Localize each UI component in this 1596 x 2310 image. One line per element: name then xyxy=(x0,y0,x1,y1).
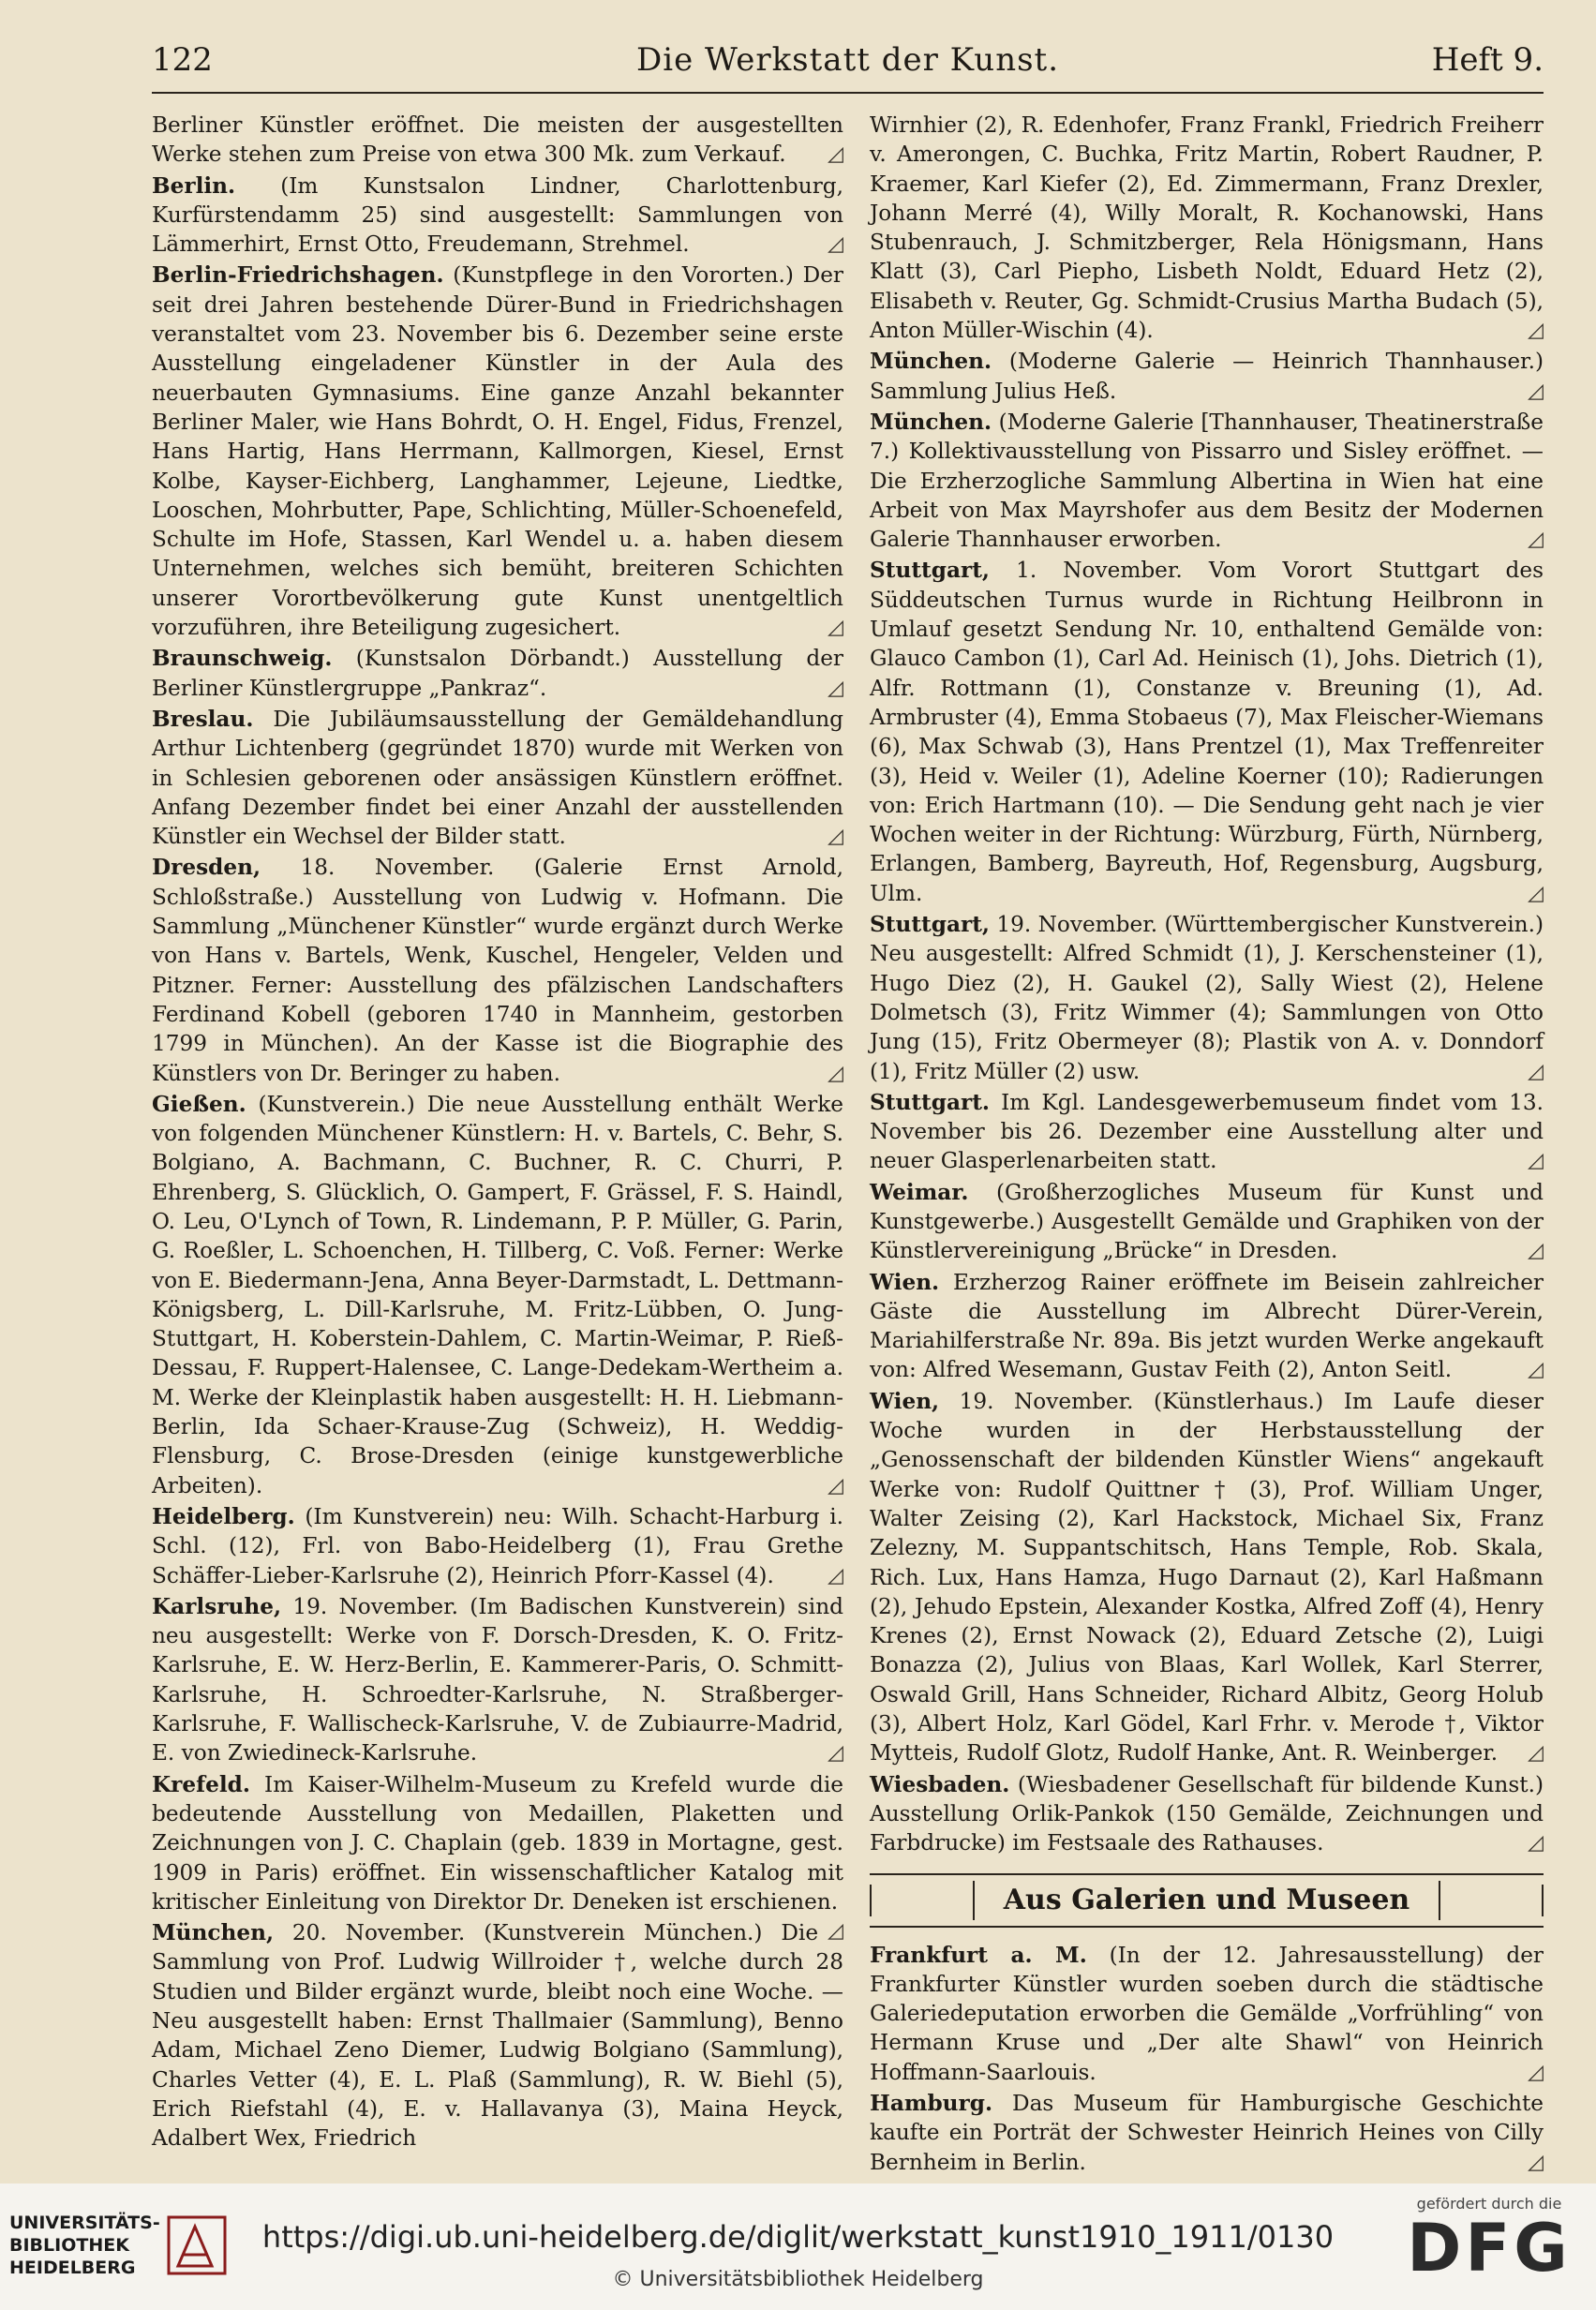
end-mark-icon: ◿ xyxy=(828,1741,843,1766)
end-mark-icon: ◿ xyxy=(828,1563,843,1587)
end-mark-icon: ◿ xyxy=(828,232,843,257)
end-mark-icon: ◿ xyxy=(1528,1831,1544,1855)
end-mark-icon: ◿ xyxy=(828,616,843,640)
end-mark-icon: ◿ xyxy=(1528,1239,1544,1263)
entry-place: Stuttgart. xyxy=(870,1089,990,1115)
end-mark-icon: ◿ xyxy=(1528,2060,1544,2084)
end-mark-icon: ◿ xyxy=(828,1061,843,1085)
news-entry: Karlsruhe, 19. November. (Im Badischen Kunstverein) sind neu ausgestellt: Werke von F. Dorsch-Dresden, K. O. Fritz-Karlsruhe, E. W. Herz-Berlin, E. Kammerer-Paris, O. Schmitt-Karlsruhe, H. Schroedter-Karlsruhe, N. Straßberger-Karlsruhe, F. Wallischeck-Karlsruhe, V. de Zubiaurre-Madrid, E. von Zwiedineck-Karlsruhe. ◿ xyxy=(152,1592,843,1768)
running-header xyxy=(152,37,1544,86)
news-entry: Berlin. (Im Kunstsalon Lindner, Charlottenburg, Kurfürstendamm 25) sind ausgestellt: Sammlungen von Lämmerhirt, Ernst Otto, Freudemann, Strehmel. ◿ xyxy=(152,171,843,260)
end-mark-icon: ◿ xyxy=(1528,1741,1544,1766)
header-rule xyxy=(152,92,1544,94)
entry-place: München. xyxy=(870,409,992,435)
dfg-wordmark: DFG xyxy=(1407,2210,1572,2287)
library-name: UNIVERSITÄTS- BIBLIOTHEK HEIDELBERG xyxy=(9,2213,160,2278)
entry-place: Stuttgart, xyxy=(870,912,990,938)
end-mark-icon: ◿ xyxy=(1528,881,1544,905)
end-mark-icon: ◿ xyxy=(1528,2150,1544,2174)
end-mark-icon: ◿ xyxy=(1528,319,1544,343)
entry-place: Karlsruhe, xyxy=(152,1593,282,1619)
news-entry: Berliner Künstler eröffnet. Die meisten der ausgestellten Werke stehen zum Preise von etwa 300 Mk. zum Verkauf. ◿ xyxy=(152,111,843,170)
entry-place: Frankfurt a. M. xyxy=(870,1942,1087,1968)
entry-place: München, xyxy=(152,1920,275,1946)
entry-place: Berlin. xyxy=(152,172,236,199)
entry-place: Wien. xyxy=(870,1269,940,1295)
issue-number: Heft 9. xyxy=(1431,41,1544,79)
section-heading: Aus Galerien und Museen xyxy=(973,1881,1440,1920)
left-column xyxy=(152,111,843,2154)
end-mark-icon: ◿ xyxy=(828,825,843,849)
news-entry: München, 20. November. (Kunstverein München.) Die Sammlung von Prof. Ludwig Willroider †, welche durch 28 Studien und Bilder ergänzt wurde, bleibt noch eine Woche. — Neu ausgestellt haben: Ernst Thallmaier (Sammlung), Benno Adam, Michael Zeno Diemer, Ludwig Bolgiano (Sammlung), Charles Vetter (4), E. L. Plaß (Sammlung), R. W. Biehl (5), Erich Riefstahl (4), E. v. Hallavanya (3), Maina Heyck, Adalbert Wex, Friedrich xyxy=(152,1920,843,2152)
page-number: 122 xyxy=(152,41,213,79)
copyright-notice: © Universitätsbibliothek Heidelberg xyxy=(612,2268,984,2291)
end-mark-icon: ◿ xyxy=(828,142,843,167)
news-entry: Frankfurt a. M. (In der 12. Jahresausstellung) der Frankfurter Künstler wurden soeben durch die städtische Galeriedeputation erworben die Gemälde „Vorfrühling“ von Hermann Kruse und „Der alte Shawl“ von Heinrich Hoffmann-Saarlouis. ◿ xyxy=(870,1941,1544,2087)
entry-place: Wiesbaden. xyxy=(870,1771,1010,1797)
news-entry: Dresden, 18. November. (Galerie Ernst Arnold, Schloßstraße.) Ausstellung von Ludwig v. Hofmann. Die Sammlung „Münchener Künstler“ wurde ergänzt durch Werke von Hans v. Bartels, Wenk, Kuschel, Hengeler, Velden und Pitzner. Ferner: Ausstellung des pfälzischen Landschafters Ferdinand Kobell (geboren 1740 in Mannheim, gestorben 1799 in München). An der Kasse ist die Biographie des Künstlers von Dr. Beringer zu haben. ◿ xyxy=(152,853,843,1087)
entry-place: Heidelberg. xyxy=(152,1503,295,1529)
entry-place: München. xyxy=(870,349,992,375)
section-heading-box xyxy=(870,1873,1544,1928)
news-entry: Wien, 19. November. (Künstlerhaus.) Im Laufe dieser Woche wurden in der Herbstausstellung der „Genossenschaft der bildenden Künstler Wiens“ angekauft Werke von: Rudolf Quittner † (3), Prof. William Unger, Walter Zeising (2), Karl Hackstock, Michael Six, Franz Zelezny, M. Suppantschitsch, Hans Temple, Rob. Skala, Rich. Lux, Hans Hamza, Hugo Darnaut (2), Karl Haßmann (2), Jehudo Epstein, Alexander Kostka, Alfred Zoff (4), Henry Krenes (2), Ernst Nowack (2), Eduard Zetsche (2), Luigi Bonazza (2), Julius von Blaas, Karl Wollek, Karl Sterrer, Oswald Grill, Hans Schneider, Richard Albitz, Georg Holub (3), Albert Holz, Karl Gödel, Karl Frhr. v. Merode †, Viktor Mytteis, Rudolf Glotz, Rudolf Hanke, Ant. R. Weinberger. ◿ xyxy=(870,1387,1544,1768)
end-mark-icon: ◿ xyxy=(828,1919,843,1944)
news-entry: München. (Moderne Galerie [Thannhauser, Theatinerstraße 7.) Kollektivausstellung von Pissarro und Sisley eröffnet. — Die Erzherzogliche Sammlung Albertina in Wien hat eine Arbeit von Max Mayrshofer aus dem Besitz der Modernen Galerie Thannhauser erworben. ◿ xyxy=(870,408,1544,554)
entry-place: Wien, xyxy=(870,1388,940,1414)
news-entry: Braunschweig. (Kunstsalon Dörbandt.) Ausstellung der Berliner Künstlergruppe „Pankraz“. ◿ xyxy=(152,644,843,703)
news-entry: Wien. Erzherzog Rainer eröffnete im Beisein zahlreicher Gäste die Ausstellung im Albrecht Dürer-Verein, Mariahilferstraße Nr. 89a. Bis jetzt wurden Werke angekauft von: Alfred Wesemann, Gustav Feith (2), Anton Seitl. ◿ xyxy=(870,1268,1544,1385)
news-entry: Wiesbaden. (Wiesbadener Gesellschaft für bildende Kunst.) Ausstellung Orlik-Pankok (150 Gemälde, Zeichnungen und Farbdrucke) im Festsaale des Rathauses. ◿ xyxy=(870,1770,1544,1858)
end-mark-icon: ◿ xyxy=(1528,379,1544,403)
entry-place: Weimar. xyxy=(870,1179,969,1205)
news-entry: Wirnhier (2), R. Edenhofer, Franz Frankl, Friedrich Freiherr v. Amerongen, C. Buchka, Fritz Martin, Robert Raudner, P. Kraemer, Karl Kiefer (2), Ed. Zimmermann, Franz Drexler, Johann Merré (4), Willy Moralt, R. Kochanowski, Hans Stubenrauch, J. Schmitzberger, Rela Hönigsmann, Hans Klatt (3), Carl Piepho, Lisbeth Noldt, Eduard Hetz (2), Elisabeth v. Reuter, Gg. Schmidt-Crusius Martha Budach (5), Anton Müller-Wischin (4). ◿ xyxy=(870,111,1544,345)
entry-place: Berlin-Friedrichshagen. xyxy=(152,262,444,289)
right-column xyxy=(870,111,1544,2179)
news-entry: München. (Moderne Galerie — Heinrich Thannhauser.) Sammlung Julius Heß. ◿ xyxy=(870,347,1544,406)
entry-place: Dresden, xyxy=(152,855,261,881)
entry-place: Braunschweig. xyxy=(152,646,333,672)
end-mark-icon: ◿ xyxy=(1528,1358,1544,1382)
news-entry: Weimar. (Großherzogliches Museum für Kunst und Kunstgewerbe.) Ausgestellt Gemälde und Graphiken von der Künstlervereinigung „Brücke“ in Dresden. ◿ xyxy=(870,1178,1544,1266)
news-entry: Krefeld. Im Kaiser-Wilhelm-Museum zu Krefeld wurde die bedeutende Ausstellung von Medaillen, Plaketten und Zeichnungen von J. C. Chaplain (geb. 1839 in Mortagne, gest. 1909 in Paris) eröffnet. Ein wissenschaftlicher Katalog mit kritischer Einleitung von Direktor Dr. Deneken ist erschienen. ◿ xyxy=(152,1770,843,1916)
news-entry: Breslau. Die Jubiläumsausstellung der Gemäldehandlung Arthur Lichtenberg (gegründet 1870) wurde mit Werken von in Schlesien geborenen oder ansässigen Künstlern eröffnet. Anfang Dezember findet bei einer Anzahl der ausstellenden Künstler ein Wechsel der Bilder statt. ◿ xyxy=(152,705,843,851)
journal-title: Die Werkstatt der Kunst. xyxy=(635,41,1060,79)
news-entry: Gießen. (Kunstverein.) Die neue Ausstellung enthält Werke von folgenden Münchener Künstlern: H. v. Bartels, C. Behr, S. Bolgiano, A. Bachmann, C. Buchner, R. C. Churri, P. Ehrenberg, S. Glücklich, O. Gampert, F. Grässel, F. S. Haindl, O. Leu, O'Lynch of Town, R. Lindemann, P. P. Müller, G. Parin, G. Roeßler, L. Schoenchen, H. Tillberg, C. Voß. Ferner: Werke von E. Biedermann-Jena, Anna Beyer-Darmstadt, L. Dettmann-Königsberg, L. Dill-Karlsruhe, M. Fritz-Lübben, O. Jung-Stuttgart, H. Koberstein-Dahlem, C. Martin-Weimar, P. Rieß-Dessau, F. Ruppert-Halensee, C. Lange-Dedekam-Wertheim a. M. Werke der Kleinplastik haben ausgestellt: H. H. Liebmann-Berlin, Ida Schaer-Krause-Zug (Schweiz), H. Weddig-Flensburg, C. Brose-Dresden (einige kunstgewerbliche Arbeiten). ◿ xyxy=(152,1090,843,1500)
digitization-footer xyxy=(0,2183,1596,2310)
box-edge xyxy=(870,1885,872,1916)
entry-place: Gießen. xyxy=(152,1091,246,1117)
end-mark-icon: ◿ xyxy=(1528,1149,1544,1173)
end-mark-icon: ◿ xyxy=(1528,528,1544,552)
entry-place: Hamburg. xyxy=(870,2091,993,2116)
box-edge xyxy=(1542,1885,1544,1916)
entry-place: Breslau. xyxy=(152,706,254,732)
news-entry: Stuttgart, 19. November. (Württembergischer Kunstverein.) Neu ausgestellt: Alfred Schmidt (1), J. Kerschensteiner (1), Hugo Diez (2), H. Gaukel (2), Sally Wiest (2), Helene Dolmetsch (3), Fritz Wimmer (4); Sammlungen von Otto Jung (15), Fritz Obermeyer (8); Plastik von A. v. Donndorf (1), Fritz Müller (2) usw. ◿ xyxy=(870,910,1544,1086)
end-mark-icon: ◿ xyxy=(1528,1059,1544,1083)
news-entry: Hamburg. Das Museum für Hamburgische Geschichte kaufte ein Porträt der Schwester Heinrich Heines von Cilly Bernheim in Berlin. ◿ xyxy=(870,2089,1544,2177)
end-mark-icon: ◿ xyxy=(828,676,843,700)
entry-place: Stuttgart, xyxy=(870,558,990,584)
news-entry: Stuttgart, 1. November. Vom Vorort Stuttgart des Süddeutschen Turnus wurde in Richtung Heilbronn in Umlauf gesetzt Sendung Nr. 10, enthaltend Gemälde von: Glauco Cambon (1), Carl Ad. Heinisch (1), Johs. Dietrich (1), Alfr. Rottmann (1), Constanze v. Breuning (1), Ad. Armbruster (4), Emma Stobaeus (7), Max Fleischer-Wiemans (6), Max Schwab (3), Hans Prentzel (1), Max Treffenreiter (3), Heid v. Weiler (1), Adeline Koerner (10); Radierungen von: Erich Hartmann (10). — Die Sendung geht nach je vier Wochen weiter in der Richtung: Würzburg, Fürth, Nürnberg, Erlangen, Bamberg, Bayreuth, Hof, Regensburg, Augsburg, Ulm. ◿ xyxy=(870,556,1544,908)
dfg-logo[interactable] xyxy=(1395,2195,1583,2287)
end-mark-icon: ◿ xyxy=(828,1473,843,1498)
entry-place: Krefeld. xyxy=(152,1771,250,1797)
news-entry: Heidelberg. (Im Kunstverein) neu: Wilh. Schacht-Harburg i. Schl. (12), Frl. von Babo-Heidelberg (1), Frau Grethe Schäffer-Lieber-Karlsruhe (2), Heinrich Pforr-Kassel (4). ◿ xyxy=(152,1502,843,1590)
funded-by-label: gefördert durch die xyxy=(1416,2195,1562,2213)
news-entry: Berlin-Friedrichshagen. (Kunstpflege in den Vororten.) Der seit drei Jahren bestehende Dürer-Bund in Friedrichshagen veranstaltet vom 23. November bis 6. Dezember seine erste Ausstellung eingeladener Künstler in der Aula des neuerbauten Gymnasiums. Eine ganze Anzahl bekannter Berliner Maler, wie Hans Bohrdt, O. H. Engel, Fidus, Frenzel, Hans Hartig, Hans Herrmann, Kallmorgen, Kiesel, Ernst Kolbe, Kayser-Eichberg, Langhammer, Lejeune, Liedtke, Looschen, Mohrbutter, Pape, Schlichting, Müller-Schoenefeld, Schulte im Hofe, Stassen, Karl Wendel u. a. haben diesem Unternehmen, welches sich bemüht, breiteren Schichten unserer Vorortbevölkerung gute Kunst unentgeltlich vorzuführen, ihre Beteiligung zugesichert. ◿ xyxy=(152,261,843,642)
permalink[interactable]: https://digi.ub.uni-heidelberg.de/diglit/werkstatt_kunst1910_1911/0130 xyxy=(261,2219,1335,2255)
news-entry: Stuttgart. Im Kgl. Landesgewerbemuseum findet vom 13. November bis 26. Dezember eine Ausstellung alter und neuer Glasperlenarbeiten statt. ◿ xyxy=(870,1088,1544,1176)
